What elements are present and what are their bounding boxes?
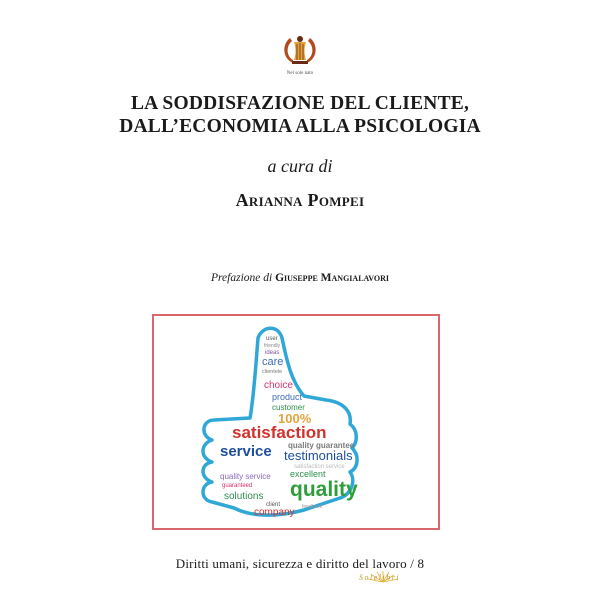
word-customer: customer	[272, 403, 305, 412]
word-clientele: clientele	[262, 369, 283, 375]
lyre-emblem-icon	[276, 30, 324, 78]
word-solutions: solutions	[224, 491, 264, 502]
word-product: product	[272, 392, 303, 402]
word-client: client	[266, 502, 281, 508]
word-friendly: friendly	[264, 343, 281, 349]
word-guaranteed: guaranteed	[222, 483, 253, 489]
thumbs-up-word-cloud-icon	[154, 316, 438, 528]
preface-label: Prefazione di	[210, 272, 273, 284]
word-satisfaction-service: satisfaction service	[294, 464, 345, 470]
series-line: Diritti umani, sicurezza e diritto del lavoro / 8	[175, 556, 425, 571]
title-line-2: DALL’ECONOMIA ALLA PSICOLOGIA	[119, 116, 481, 137]
word-choice: choice	[264, 380, 293, 391]
preface-credit	[0, 272, 600, 284]
word-quality: quality	[290, 478, 358, 501]
publisher-logo	[276, 30, 324, 78]
word-service: service	[220, 443, 272, 460]
word-100-percent: 100%	[278, 411, 312, 426]
word-excellent: excellent	[290, 469, 326, 479]
logo-caption: Nel sole nato	[286, 71, 314, 76]
preface-author: Giuseppe Mangialavori	[275, 272, 390, 284]
author-name: Arianna Pompei	[235, 190, 365, 210]
cover-illustration-frame	[152, 314, 440, 530]
book-title	[0, 92, 600, 138]
word-quality-guarantee: quality guarantee	[288, 441, 355, 450]
publisher-name: Solelibri	[359, 573, 401, 582]
word-ideas: ideas	[265, 350, 280, 356]
word-satisfaction: satisfaction	[232, 423, 327, 442]
title-line-1: LA SODDISFAZIONE DEL CLIENTE,	[130, 93, 470, 114]
word-care: care	[262, 356, 284, 368]
word-quality-service: quality service	[220, 472, 271, 481]
word-feedback: feedback	[302, 504, 323, 510]
word-company: company	[254, 507, 295, 518]
word-user: user	[266, 336, 278, 342]
curator-label: a cura di	[267, 156, 333, 176]
word-testimonials: testimonials	[284, 448, 353, 463]
